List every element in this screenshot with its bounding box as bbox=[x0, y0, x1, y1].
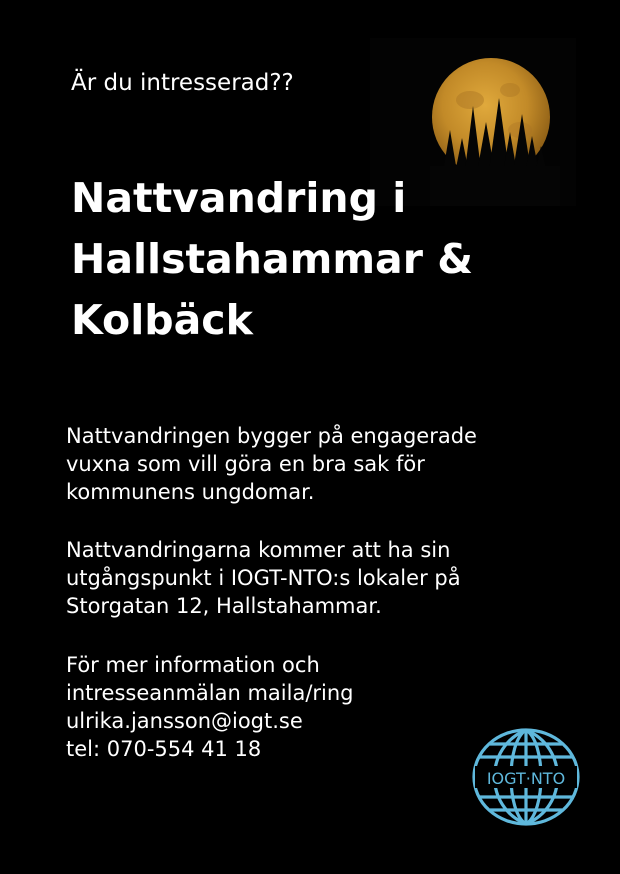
location-paragraph bbox=[66, 536, 461, 620]
contact-phone: tel: 070-554 41 18 bbox=[66, 737, 262, 761]
logo-text: IOGT·NTO bbox=[486, 769, 566, 788]
title-line: Nattvandring i bbox=[71, 174, 407, 222]
contact-paragraph bbox=[66, 651, 354, 763]
paragraph-line: Nattvandringarna kommer att ha sin bbox=[66, 538, 451, 562]
paragraph-line: kommunens ungdomar. bbox=[66, 480, 315, 504]
subtitle: Är du intresserad?? bbox=[71, 70, 294, 96]
iogt-nto-globe-icon bbox=[470, 727, 582, 827]
paragraph-line: Storgatan 12, Hallstahammar. bbox=[66, 594, 382, 618]
paragraph-line: För mer information och bbox=[66, 653, 320, 677]
title-line: Hallstahammar & bbox=[71, 235, 473, 283]
title-line: Kolbäck bbox=[71, 296, 253, 344]
paragraph-line: intresseanmälan maila/ring bbox=[66, 681, 354, 705]
paragraph-line: Nattvandringen bygger på engagerade bbox=[66, 424, 477, 448]
paragraph-line: vuxna som vill göra en bra sak för bbox=[66, 452, 425, 476]
paragraph-line: utgångspunkt i IOGT-NTO:s lokaler på bbox=[66, 566, 461, 590]
contact-email: ulrika.jansson@iogt.se bbox=[66, 709, 303, 733]
intro-paragraph bbox=[66, 422, 477, 506]
poster-title bbox=[71, 168, 591, 351]
